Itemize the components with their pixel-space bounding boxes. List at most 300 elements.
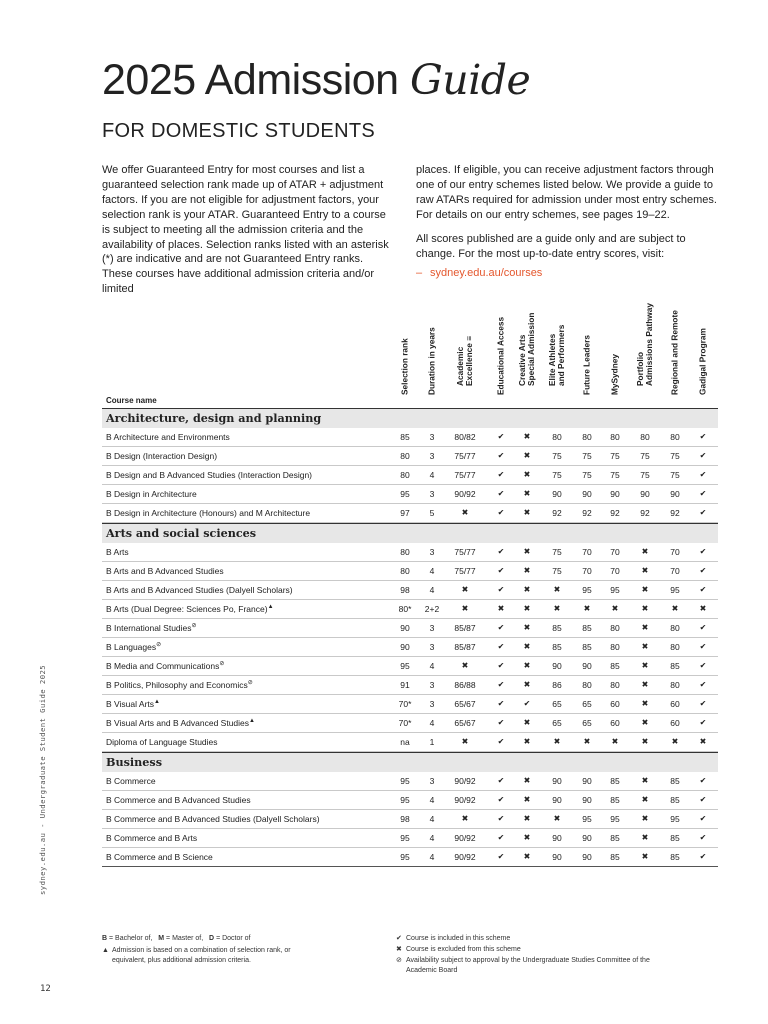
cell-future-leaders: 75 — [582, 470, 592, 480]
cell-selection-rank: 98 — [400, 814, 410, 824]
course-name-text: B Arts (Dual Degree: Sciences Po, France) — [106, 604, 268, 614]
course-mark-icon: ▲ — [249, 718, 255, 724]
cell-gadigal: ✔ — [699, 642, 707, 651]
legend-check — [396, 934, 676, 944]
cell-mysydney: 90 — [610, 489, 620, 499]
cell-academic-excellence: 90/92 — [454, 776, 476, 786]
cell-duration: 3 — [429, 642, 435, 652]
course-mark-icon: ⊘ — [247, 680, 253, 686]
column-header-label: Regional and Remote — [669, 310, 680, 395]
cell-gadigal: ✔ — [699, 776, 707, 785]
table-row — [102, 676, 718, 695]
cell-regional-remote: 85 — [670, 852, 680, 862]
cell-future-leaders: 90 — [582, 489, 592, 499]
section-header: Arts and social sciences — [102, 523, 718, 543]
courses-link[interactable] — [416, 266, 722, 281]
cell-portfolio: ✖ — [641, 566, 649, 575]
course-mark-icon: ▲ — [154, 699, 160, 705]
cell-duration: 4 — [429, 814, 435, 824]
cell-educational-access: ✔ — [497, 432, 505, 441]
table-row — [102, 791, 718, 810]
column-header-creative-arts — [515, 314, 539, 404]
cell-future-leaders: 90 — [582, 661, 592, 671]
column-header-label: Creative Arts Special Admission — [517, 312, 536, 386]
cell-duration: 4 — [429, 585, 435, 595]
cell-duration: 4 — [429, 795, 435, 805]
cell-gadigal: ✔ — [699, 814, 707, 823]
cell-elite-athletes: ✖ — [553, 737, 561, 746]
course-name — [106, 810, 320, 828]
column-header-mysydney — [603, 314, 627, 404]
cell-duration: 5 — [429, 508, 435, 518]
course-name — [106, 466, 312, 484]
cell-selection-rank: 80 — [400, 566, 410, 576]
cell-future-leaders: 90 — [582, 833, 592, 843]
course-name-text: B Politics, Philosophy and Economics — [106, 680, 248, 690]
cell-portfolio: ✖ — [641, 642, 649, 651]
legend-d-text: = Doctor of — [216, 935, 251, 942]
column-header-label: Duration in years — [426, 327, 437, 395]
intro-left-text: We offer Guaranteed Entry for most courses and list a guaranteed selection rank made up of ATAR + adjustment factors. If you are not eligible for adjustment factors, your selection rank is your ATAR. Guaranteed Entry to a course is subject to meeting all the admission criteria and the availability of places. Selection ranks listed with an asterisk (*) are indicative and are not Guaranteed Entry ranks. These courses have additional admission criteria and/or limited — [102, 164, 389, 296]
legend-b-key: B — [102, 935, 108, 942]
cell-creative-arts: ✖ — [523, 470, 531, 479]
column-header-label: MySydney — [609, 353, 620, 395]
cell-educational-access: ✔ — [497, 642, 505, 651]
cell-creative-arts: ✖ — [523, 623, 531, 632]
cell-elite-athletes: 85 — [552, 623, 562, 633]
cell-elite-athletes: 75 — [552, 451, 562, 461]
cell-mysydney: 85 — [610, 833, 620, 843]
course-name-text: B Arts and B Advanced Studies (Dalyell Scholars) — [106, 585, 293, 595]
cell-academic-excellence: 90/92 — [454, 852, 476, 862]
legend-cross-text: Course is excluded from this scheme — [406, 946, 521, 953]
cell-mysydney: 80 — [610, 642, 620, 652]
cell-elite-athletes: 86 — [552, 680, 562, 690]
triangle-icon: ▲ — [102, 947, 109, 954]
cell-elite-athletes: 90 — [552, 776, 562, 786]
cell-portfolio: ✖ — [641, 680, 649, 689]
cell-selection-rank: 97 — [400, 508, 410, 518]
column-header-academic-excellence — [453, 314, 477, 404]
cell-future-leaders: 92 — [582, 508, 592, 518]
column-header-regional-remote — [663, 310, 687, 404]
legend-d-key: D — [209, 935, 215, 942]
intro-right-column — [416, 163, 722, 281]
legend-cross — [396, 945, 676, 955]
cell-regional-remote: 60 — [670, 699, 680, 709]
cell-portfolio: 75 — [640, 470, 650, 480]
cell-future-leaders: 65 — [582, 718, 592, 728]
course-name-text: B Architecture and Environments — [106, 432, 230, 442]
cell-regional-remote: 95 — [670, 585, 680, 595]
cell-mysydney: 70 — [610, 566, 620, 576]
table-row — [102, 829, 718, 848]
title-main: 2025 Admission — [102, 56, 411, 104]
course-name-text: B Media and Communications — [106, 661, 220, 671]
cell-regional-remote: 60 — [670, 718, 680, 728]
course-name-text: B Commerce and B Advanced Studies — [106, 795, 251, 805]
cell-gadigal: ✔ — [699, 852, 707, 861]
cell-mysydney: 75 — [610, 451, 620, 461]
cell-future-leaders: 85 — [582, 623, 592, 633]
cell-future-leaders: 85 — [582, 642, 592, 652]
cell-mysydney: 85 — [610, 852, 620, 862]
cell-duration: 2+2 — [424, 604, 440, 614]
course-name — [106, 676, 253, 694]
course-name-text: B Design in Architecture (Honours) and M Architecture — [106, 508, 311, 518]
cell-creative-arts: ✖ — [523, 776, 531, 785]
cell-regional-remote: 75 — [670, 470, 680, 480]
cell-future-leaders: 80 — [582, 432, 592, 442]
course-name — [106, 447, 217, 465]
table-row — [102, 581, 718, 600]
table-row — [102, 772, 718, 791]
cell-educational-access: ✔ — [497, 776, 505, 785]
legend-b-text: = Bachelor of, — [109, 935, 153, 942]
cell-gadigal: ✔ — [699, 470, 707, 479]
column-header-label: Future Leaders — [581, 335, 592, 395]
cell-gadigal: ✔ — [699, 680, 707, 689]
cell-portfolio: ✖ — [641, 718, 649, 727]
course-name-text: B Visual Arts — [106, 699, 155, 709]
column-header-selection-rank — [393, 314, 417, 404]
cell-academic-excellence: 90/92 — [454, 489, 476, 499]
course-name — [106, 562, 224, 580]
course-mark-icon: ⊘ — [219, 661, 225, 667]
column-header-duration — [420, 314, 444, 404]
table-row — [102, 638, 718, 657]
cell-regional-remote: 80 — [670, 642, 680, 652]
column-header-label: Selection rank — [399, 338, 410, 395]
cell-mysydney: 60 — [610, 699, 620, 709]
table-row — [102, 447, 718, 466]
cell-academic-excellence: 85/87 — [454, 623, 476, 633]
table-body — [102, 408, 718, 867]
course-name-text: B Commerce and B Arts — [106, 833, 198, 843]
cell-selection-rank: 80* — [398, 604, 412, 614]
cell-duration: 3 — [429, 547, 435, 557]
cell-portfolio: ✖ — [641, 699, 649, 708]
cell-educational-access: ✔ — [497, 489, 505, 498]
cell-regional-remote: 80 — [670, 432, 680, 442]
page-number: 12 — [40, 984, 51, 994]
cell-elite-athletes: 75 — [552, 547, 562, 557]
cell-portfolio: 75 — [640, 451, 650, 461]
cell-creative-arts: ✖ — [523, 508, 531, 517]
course-name — [106, 829, 197, 847]
cell-educational-access: ✔ — [497, 585, 505, 594]
cell-academic-excellence: 75/77 — [454, 451, 476, 461]
cell-creative-arts: ✖ — [523, 737, 531, 746]
cell-elite-athletes: 90 — [552, 489, 562, 499]
course-name-text: B Design in Architecture — [106, 489, 197, 499]
cell-creative-arts: ✖ — [523, 680, 531, 689]
table-row — [102, 657, 718, 676]
course-name — [106, 581, 293, 599]
section-header: Architecture, design and planning — [102, 408, 718, 428]
cell-regional-remote: 75 — [670, 451, 680, 461]
cell-gadigal: ✔ — [699, 833, 707, 842]
table-row — [102, 695, 718, 714]
course-name — [106, 543, 129, 561]
cell-gadigal: ✔ — [699, 547, 707, 556]
cell-mysydney: 80 — [610, 680, 620, 690]
cell-elite-athletes: 92 — [552, 508, 562, 518]
cell-elite-athletes: 90 — [552, 795, 562, 805]
cell-selection-rank: 90 — [400, 642, 410, 652]
intro-right-text-1: places. If eligible, you can receive adjustment factors through one of our entry schemes listed below. We provide a guide to raw ATARs required for admission under most entry schemes. For details on our entry schemes, see pages 19–22. — [416, 164, 717, 221]
cell-mysydney: 60 — [610, 718, 620, 728]
course-name — [106, 619, 197, 637]
course-mark-icon: ▲ — [267, 604, 274, 610]
cell-elite-athletes: 75 — [552, 566, 562, 576]
cell-regional-remote: 85 — [670, 795, 680, 805]
course-name — [106, 714, 255, 732]
table-row — [102, 543, 718, 562]
cell-academic-excellence: ✖ — [461, 604, 469, 613]
cell-gadigal: ✔ — [699, 566, 707, 575]
cell-portfolio: ✖ — [641, 604, 649, 613]
cell-creative-arts: ✖ — [523, 852, 531, 861]
course-name-text: B Commerce — [106, 776, 156, 786]
intro-right-text-2: All scores published are a guide only and are subject to change. For the most up-to-date entry scores, visit: — [416, 232, 686, 260]
cell-portfolio: ✖ — [641, 776, 649, 785]
section-header: Business — [102, 752, 718, 772]
cell-mysydney: 70 — [610, 547, 620, 557]
cell-selection-rank: 80 — [400, 547, 410, 557]
cell-selection-rank: 91 — [400, 680, 410, 690]
cell-mysydney: 95 — [610, 585, 620, 595]
course-name — [106, 657, 224, 675]
cell-creative-arts: ✖ — [523, 661, 531, 670]
cell-portfolio: 80 — [640, 432, 650, 442]
cell-educational-access: ✔ — [497, 699, 505, 708]
cell-mysydney: 95 — [610, 814, 620, 824]
cell-future-leaders: 90 — [582, 795, 592, 805]
cell-gadigal: ✔ — [699, 432, 707, 441]
course-name-text: Diploma of Language Studies — [106, 737, 218, 747]
cell-creative-arts: ✖ — [523, 585, 531, 594]
cell-duration: 4 — [429, 852, 435, 862]
intro-left-column — [102, 163, 394, 306]
cell-future-leaders: 80 — [582, 680, 592, 690]
table-row — [102, 733, 718, 752]
cell-academic-excellence: ✖ — [461, 737, 469, 746]
cell-creative-arts: ✖ — [523, 489, 531, 498]
cell-regional-remote: ✖ — [671, 604, 679, 613]
cell-portfolio: ✖ — [641, 661, 649, 670]
cell-elite-athletes: 90 — [552, 661, 562, 671]
cell-duration: 3 — [429, 776, 435, 786]
cell-regional-remote: ✖ — [671, 737, 679, 746]
cell-creative-arts: ✔ — [523, 699, 531, 708]
cell-future-leaders: ✖ — [583, 737, 591, 746]
cell-gadigal: ✔ — [699, 623, 707, 632]
cell-elite-athletes: 80 — [552, 432, 562, 442]
cell-creative-arts: ✖ — [523, 833, 531, 842]
cell-mysydney: 85 — [610, 776, 620, 786]
cell-creative-arts: ✖ — [523, 566, 531, 575]
cell-duration: 3 — [429, 489, 435, 499]
cell-selection-rank: 90 — [400, 623, 410, 633]
cell-duration: 4 — [429, 661, 435, 671]
cell-educational-access: ✔ — [497, 470, 505, 479]
cell-academic-excellence: 85/87 — [454, 642, 476, 652]
cell-regional-remote: 90 — [670, 489, 680, 499]
legend-degree-abbrev — [102, 934, 317, 944]
cell-mysydney: 85 — [610, 795, 620, 805]
cell-educational-access: ✔ — [497, 680, 505, 689]
cell-regional-remote: 80 — [670, 623, 680, 633]
legend-symbols — [396, 934, 676, 976]
cell-gadigal: ✖ — [699, 604, 707, 613]
cell-educational-access: ✔ — [497, 852, 505, 861]
cell-future-leaders: 75 — [582, 451, 592, 461]
cell-future-leaders: ✖ — [583, 604, 591, 613]
course-name-header: Course name — [106, 396, 157, 405]
cell-portfolio: ✖ — [641, 623, 649, 632]
cell-creative-arts: ✖ — [523, 451, 531, 460]
cell-portfolio: ✖ — [641, 814, 649, 823]
cell-portfolio: ✖ — [641, 795, 649, 804]
cell-selection-rank: 95 — [400, 852, 410, 862]
cell-regional-remote: 95 — [670, 814, 680, 824]
cell-duration: 3 — [429, 432, 435, 442]
cell-duration: 3 — [429, 699, 435, 709]
courses-link-text[interactable]: sydney.edu.au/courses — [430, 267, 543, 280]
cell-educational-access: ✔ — [497, 566, 505, 575]
table-row — [102, 485, 718, 504]
column-header-label: Gadigal Program — [697, 328, 708, 395]
cell-duration: 3 — [429, 623, 435, 633]
cell-educational-access: ✔ — [497, 718, 505, 727]
cell-selection-rank: 80 — [400, 470, 410, 480]
cell-regional-remote: 92 — [670, 508, 680, 518]
column-header-label: Portfolio Admissions Pathway — [635, 303, 654, 386]
cell-academic-excellence: 80/82 — [454, 432, 476, 442]
availability-icon: ⊘ — [396, 957, 402, 964]
table-row — [102, 428, 718, 447]
cell-portfolio: ✖ — [641, 547, 649, 556]
course-name — [106, 848, 213, 866]
cell-selection-rank: 80 — [400, 451, 410, 461]
cell-mysydney: 92 — [610, 508, 620, 518]
cell-academic-excellence: 75/77 — [454, 470, 476, 480]
column-header-label: Educational Access — [495, 316, 506, 395]
cell-academic-excellence: 86/88 — [454, 680, 476, 690]
table-row — [102, 619, 718, 638]
cell-educational-access: ✔ — [497, 623, 505, 632]
cell-duration: 4 — [429, 833, 435, 843]
cell-duration: 3 — [429, 451, 435, 461]
table-row — [102, 466, 718, 485]
cross-icon: ✖ — [396, 946, 402, 953]
legend-check-text: Course is included in this scheme — [406, 935, 511, 942]
cell-mysydney: ✖ — [611, 737, 619, 746]
cell-portfolio: ✖ — [641, 833, 649, 842]
cell-elite-athletes: ✖ — [553, 814, 561, 823]
course-name — [106, 428, 230, 446]
course-mark-icon: ⊘ — [156, 642, 162, 648]
cell-gadigal: ✔ — [699, 718, 707, 727]
cell-duration: 3 — [429, 680, 435, 690]
cell-gadigal: ✔ — [699, 508, 707, 517]
column-header-future-leaders — [575, 314, 599, 404]
cell-mysydney: 80 — [610, 432, 620, 442]
side-footer-text: sydney.edu.au - Undergraduate Student Guide 2025 — [38, 664, 47, 895]
legend-m-text: = Master of, — [166, 935, 204, 942]
legend-triangle-text: Admission is based on a combination of selection rank, or equivalent, plus additional admission criteria. — [112, 947, 291, 964]
legend-availability-text: Availability subject to approval by the Undergraduate Studies Committee of the Academic Board — [406, 957, 650, 974]
course-name-text: B Arts — [106, 547, 129, 557]
course-name-text: B Arts and B Advanced Studies — [106, 566, 224, 576]
table-row — [102, 714, 718, 733]
cell-gadigal: ✔ — [699, 585, 707, 594]
column-header-elite-athletes — [545, 314, 569, 404]
cell-creative-arts: ✖ — [523, 814, 531, 823]
cell-academic-excellence: 65/67 — [454, 718, 476, 728]
cell-mysydney: 75 — [610, 470, 620, 480]
cell-educational-access: ✔ — [497, 833, 505, 842]
course-name-text: B Languages — [106, 642, 157, 652]
cell-gadigal: ✔ — [699, 699, 707, 708]
cell-future-leaders: 65 — [582, 699, 592, 709]
course-name — [106, 791, 251, 809]
course-name — [106, 695, 160, 713]
course-name — [106, 485, 197, 503]
cell-duration: 4 — [429, 718, 435, 728]
cell-elite-athletes: 75 — [552, 470, 562, 480]
cell-regional-remote: 70 — [670, 547, 680, 557]
cell-selection-rank: 95 — [400, 776, 410, 786]
cell-duration: 4 — [429, 566, 435, 576]
cell-educational-access: ✔ — [497, 814, 505, 823]
cell-elite-athletes: 65 — [552, 699, 562, 709]
legend-availability — [396, 956, 676, 976]
table-row — [102, 562, 718, 581]
cell-portfolio: ✖ — [641, 585, 649, 594]
cell-elite-athletes: 85 — [552, 642, 562, 652]
cell-portfolio: ✖ — [641, 852, 649, 861]
cell-gadigal: ✔ — [699, 451, 707, 460]
cell-gadigal: ✔ — [699, 489, 707, 498]
course-name — [106, 733, 218, 751]
cell-academic-excellence: 65/67 — [454, 699, 476, 709]
cell-educational-access: ✔ — [497, 737, 505, 746]
cell-regional-remote: 85 — [670, 661, 680, 671]
legend-triangle — [102, 946, 317, 966]
course-name — [106, 772, 156, 790]
cell-portfolio: 90 — [640, 489, 650, 499]
cell-elite-athletes: ✖ — [553, 604, 561, 613]
cell-academic-excellence: ✖ — [461, 661, 469, 670]
legend-m-key: M — [158, 935, 165, 942]
column-header-label: Academic Excellence ≡ — [455, 335, 474, 386]
course-name-text: B Design and B Advanced Studies (Interaction Design) — [106, 470, 313, 480]
cell-selection-rank: 95 — [400, 795, 410, 805]
cell-educational-access: ✖ — [497, 604, 505, 613]
cell-future-leaders: 70 — [582, 547, 592, 557]
link-dash: – — [416, 267, 423, 280]
cell-selection-rank: 95 — [400, 833, 410, 843]
course-name-text: B Visual Arts and B Advanced Studies — [106, 718, 250, 728]
cell-mysydney: 80 — [610, 623, 620, 633]
cell-future-leaders: 90 — [582, 852, 592, 862]
cell-future-leaders: 90 — [582, 776, 592, 786]
table-row — [102, 810, 718, 829]
legend-abbreviations — [102, 934, 317, 966]
cell-gadigal: ✔ — [699, 795, 707, 804]
